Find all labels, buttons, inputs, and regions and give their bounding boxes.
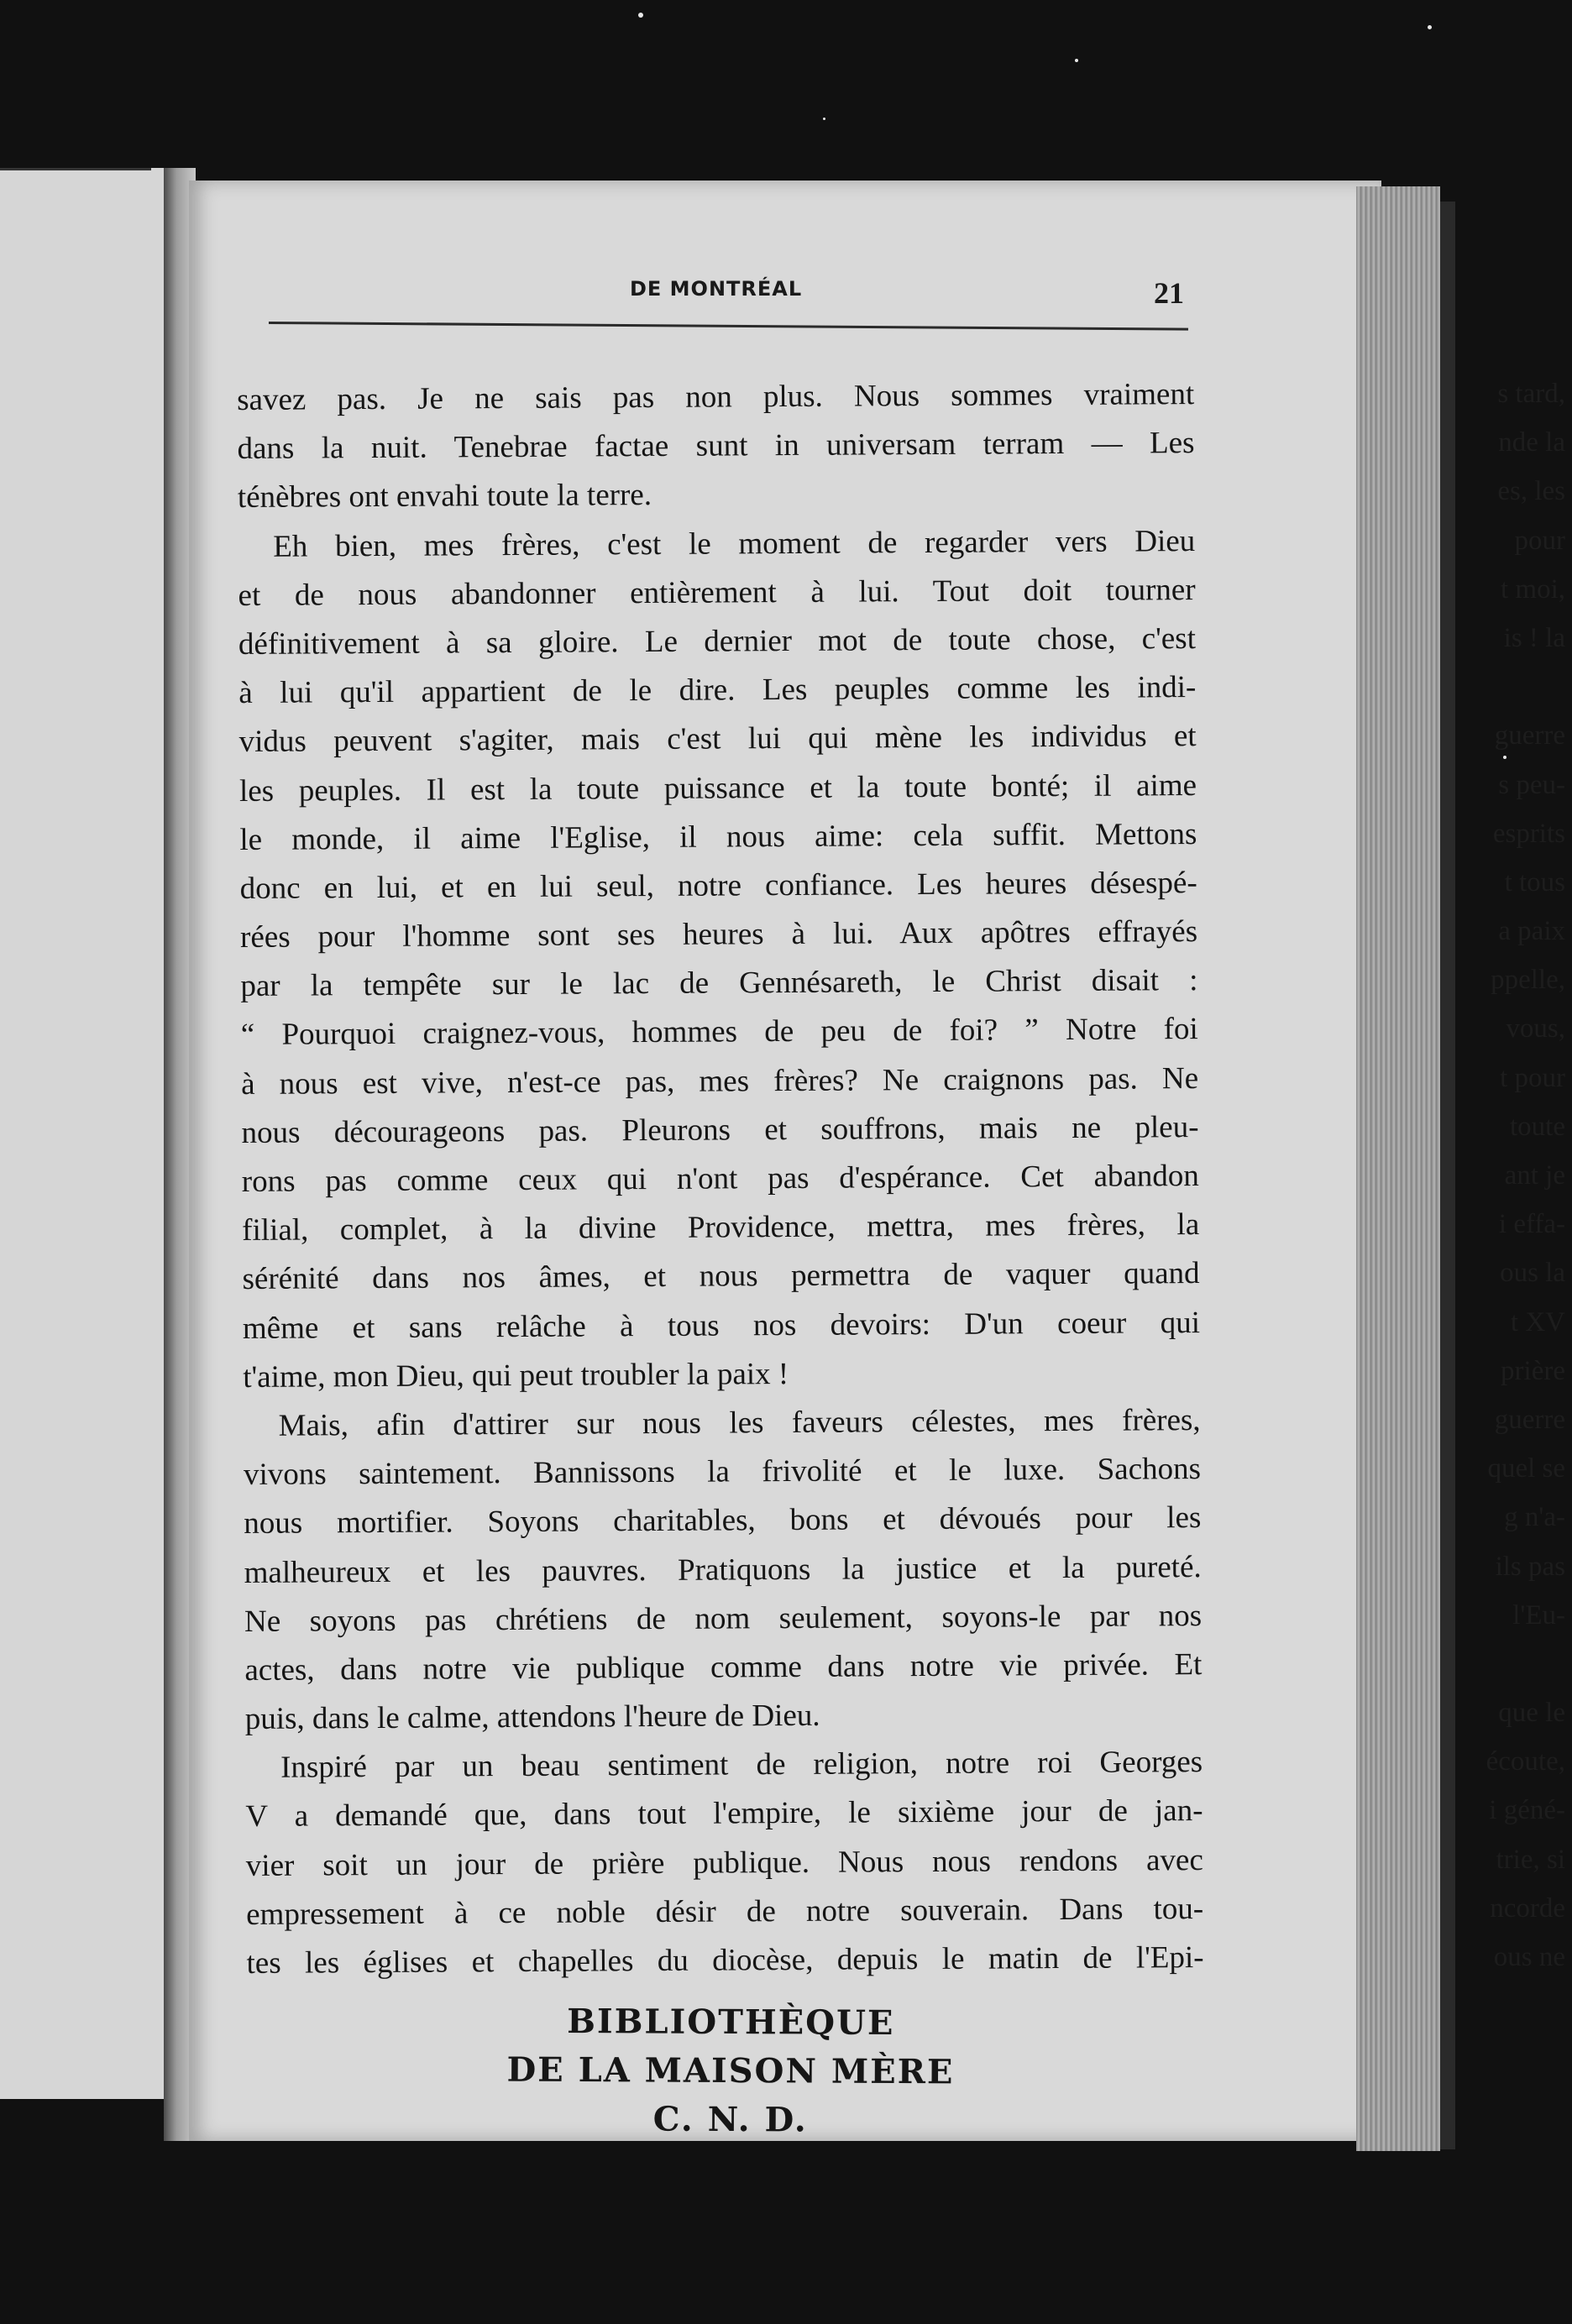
body-line: ténèbres ont envahi toute la terre. — [237, 478, 652, 516]
left-page-line: t tous — [1504, 866, 1565, 898]
left-page-line: ncorde — [1490, 1892, 1565, 1924]
running-head — [269, 260, 1184, 323]
body-line: tes les églises et chapelles du diocèse, depuis le matin de l'Epi- — [246, 1940, 1204, 1981]
left-page-line: nde la — [1498, 427, 1565, 458]
left-page-line: guerre — [1494, 1404, 1565, 1435]
body-line: savez pas. Je ne sais pas non plus. Nous sommes vraiment — [237, 377, 1195, 417]
body-line: le monde, il aime l'Eglise, il nous aime: cela suffit. Mettons — [239, 816, 1197, 857]
left-page-line: ant je — [1504, 1160, 1565, 1191]
left-page-line: i géné- — [1489, 1795, 1565, 1826]
body-line: vivons saintement. Bannissons la frivolité et le luxe. Sachons — [243, 1452, 1202, 1493]
page-number: 21 — [1154, 276, 1184, 310]
stamp-line-2: DE LA MAISON MÈRE — [506, 2049, 955, 2092]
body-line: Ne soyons pas chrétiens de nom seulement, soyons-le par nos — [244, 1598, 1203, 1639]
body-line: rées pour l'homme sont ses heures à lui. Aux apôtres effrayés — [239, 914, 1198, 955]
left-page-line: l'Eu- — [1512, 1599, 1565, 1630]
left-page-line: ppelle, — [1491, 965, 1565, 996]
body-line: vidus peuvent s'agiter, mais c'est lui qui mène les individus et — [238, 719, 1197, 760]
page-block-edge — [1356, 186, 1440, 2151]
body-line: par la tempête sur le lac de Gennésareth, le Christ disait : — [240, 963, 1198, 1004]
running-title: DE MONTRÉAL — [630, 277, 803, 301]
body-line: dans la nuit. Tenebrae factae sunt in universam terram — Les — [237, 426, 1195, 467]
left-page-line: s peu- — [1498, 769, 1565, 800]
body-line: Inspiré par un beau sentiment de religion, notre roi Georges — [280, 1745, 1203, 1785]
body-line: à lui qu'il appartient de le dire. Les peuples comme les indi- — [238, 670, 1197, 711]
left-page-line: vous, — [1506, 1013, 1565, 1044]
body-line: sérénité dans nos âmes, et nous permettra de vaquer quand — [242, 1256, 1200, 1297]
left-page-line: écoute, — [1486, 1746, 1565, 1777]
left-page-line: i effa- — [1498, 1209, 1565, 1240]
left-page-line: t XV — [1510, 1306, 1565, 1337]
body-text — [237, 370, 1204, 1988]
body-line: définitivement à sa gloire. Le dernier mot de toute chose, c'est — [238, 620, 1197, 662]
left-page-line: a paix — [1498, 916, 1565, 947]
body-line: V a demandé que, dans tout l'empire, le sixième jour de jan- — [245, 1793, 1203, 1835]
dust-speck — [1075, 59, 1078, 62]
body-line: et de nous abandonner entièrement à lui. Tout doit tourner — [238, 572, 1196, 613]
body-line: filial, complet, à la divine Providence, mettra, mes frères, la — [242, 1207, 1200, 1248]
body-line: nous décourageons pas. Pleurons et souffrons, mais ne pleu- — [241, 1109, 1199, 1150]
left-page-line: s tard, — [1497, 379, 1565, 409]
dust-speck — [823, 118, 825, 120]
left-page-line: ous ne — [1493, 1942, 1565, 1972]
left-page-line: g n'a- — [1504, 1502, 1565, 1533]
body-line: actes, dans notre vie publique comme dans notre vie privée. Et — [244, 1646, 1203, 1688]
left-page-line: t pour — [1500, 1062, 1565, 1093]
left-page-line: ous la — [1500, 1258, 1565, 1289]
stamp-line-1: BIBLIOTHÈQUE — [567, 2001, 895, 2044]
left-page-line: que le — [1498, 1698, 1565, 1729]
left-page-line: prière — [1501, 1355, 1565, 1386]
dust-speck — [638, 13, 643, 18]
body-line: rons pas comme ceux qui n'ont pas d'espérance. Cet abandon — [241, 1159, 1199, 1199]
body-line: Mais, afin d'attirer sur nous les faveurs célestes, mes frères, — [278, 1402, 1201, 1443]
left-page-line: es, les — [1497, 476, 1565, 507]
left-facing-page — [0, 168, 169, 2099]
body-line: même et sans relâche à tous nos devoirs: D'un coeur qui — [242, 1305, 1201, 1346]
body-line: donc en lui, et en lui seul, notre confiance. Les heures désespé- — [239, 865, 1197, 906]
body-line: malheureux et les pauvres. Pratiquons la justice et la pureté. — [244, 1549, 1202, 1590]
body-line: Eh bien, mes frères, c'est le moment de regarder vers Dieu — [273, 523, 1196, 564]
left-page-line: quel se — [1487, 1453, 1565, 1484]
body-line: nous mortifier. Soyons charitables, bons et dévoués pour les — [244, 1500, 1202, 1541]
body-line: t'aime, mon Dieu, qui peut troubler la paix ! — [243, 1356, 789, 1395]
body-line: puis, dans le calme, attendons l'heure de Dieu. — [244, 1698, 820, 1737]
dust-speck — [1503, 756, 1506, 759]
body-line: empressement à ce noble désir de notre souverain. Dans tou- — [246, 1891, 1204, 1932]
left-page-rule — [0, 168, 151, 170]
body-line: les peuples. Il est la toute puissance et la toute bonté; il aime — [238, 767, 1197, 809]
body-line: vier soit un jour de prière publique. Nous nous rendons avec — [245, 1842, 1203, 1883]
left-page-line: trie, si — [1496, 1844, 1565, 1875]
dust-speck — [1428, 25, 1432, 29]
left-page-line: guerre — [1494, 720, 1565, 751]
library-stamp — [470, 1997, 992, 2145]
body-line: “ Pourquoi craignez-vous, hommes de peu de foi? ” Notre foi — [240, 1012, 1198, 1053]
body-line: à nous est vive, n'est-ce pas, mes frères? Ne craignons pas. Ne — [241, 1060, 1199, 1102]
page-block-shadow — [1440, 202, 1455, 2149]
left-page-line: t moi, — [1500, 573, 1565, 605]
left-page-line: esprits — [1492, 818, 1565, 849]
left-page-line: toute — [1510, 1111, 1565, 1142]
left-page-line: ils pas — [1495, 1551, 1565, 1582]
left-page-line: pour — [1514, 525, 1565, 556]
left-page-line: is ! la — [1503, 622, 1565, 653]
stamp-line-3: C. N. D. — [652, 2099, 808, 2140]
